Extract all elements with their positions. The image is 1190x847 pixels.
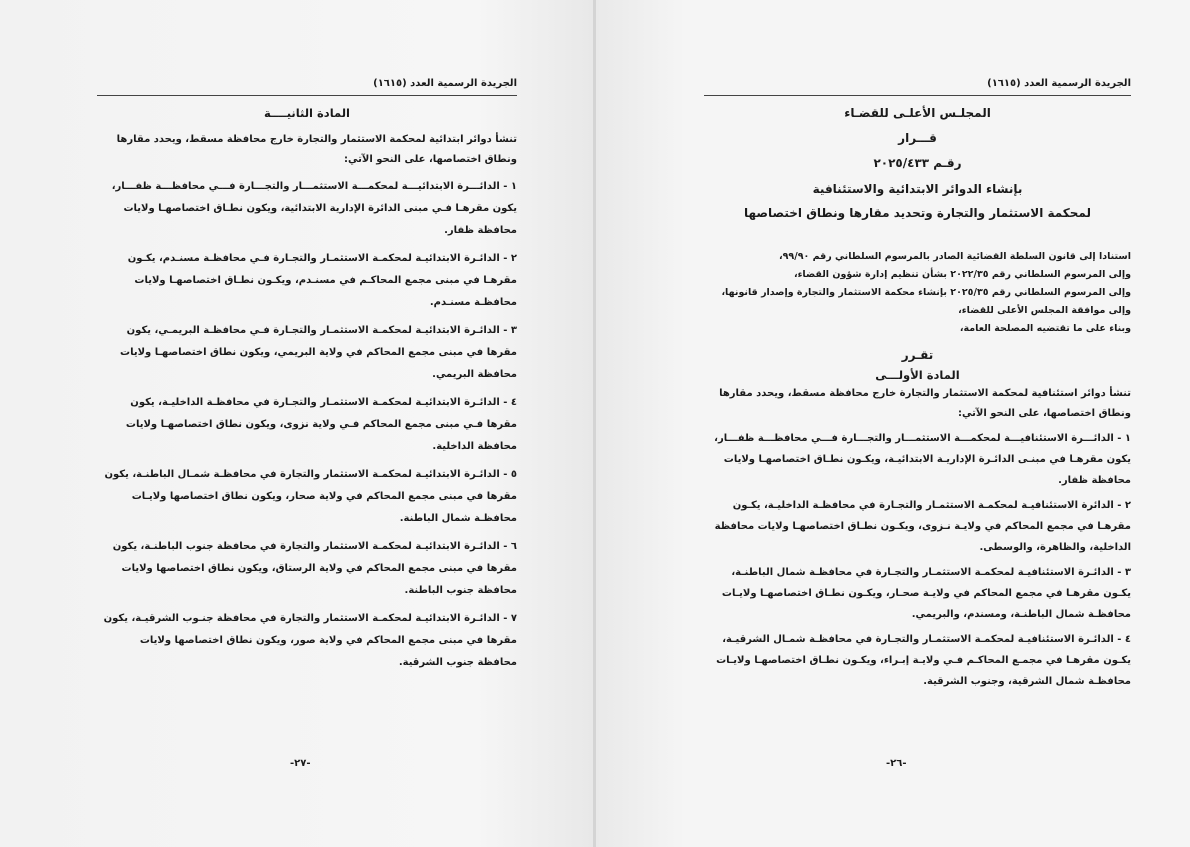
- article-two-intro: تنشأ دوائر ابتدائية لمحكمة الاستثمار والتجارة خارج محافظة مسقط، ويحدد مقارها ونطاق اختصاصها، على النحو الآتي:: [116, 134, 517, 165]
- list-item: ٣ - الدائـرة الابتدائيـة لمحكمـة الاستثمـار والتجـارة فـي محافظـة البريمـي، يكون مقرها في مبنى مجمع المحاكم في ولاية البريمي، ويكون نطاق اختصاصهـا ولايات محافظة البريمي.: [120, 325, 517, 380]
- article-one-title: المادة الأولـــى: [875, 368, 960, 382]
- decision-word: قـــرار: [898, 131, 937, 145]
- article-one-intro: تنشأ دوائر استئنافية لمحكمة الاستثمار والتجارة خارج محافظة مسقط، ويحدد مقارها ونطاق اختصاصها، على النحو الآتي:: [719, 388, 1131, 419]
- list-item: ٤ - الدائـرة الاستئنافيـة لمحكمـة الاستثمـار والتجـارة في محافظـة شمـال الشرقيـة، يكـون مقرهـا في مجمـع المحاكـم فـي ولايـة إبـراء، ويكـون نطـاق اختصاصهـا ولايـات محافظـة شمال الشرقية، وجنوب الشرقية.: [716, 634, 1131, 687]
- left-page-header: الجريدة الرسمية العدد (١٦١٥): [97, 78, 517, 96]
- preamble-line: وبناء على ما تقتضيه المصلحة العامة،: [959, 323, 1131, 334]
- right-page-header: الجريدة الرسمية العدد (١٦١٥): [704, 78, 1131, 96]
- preamble-line: وإلى المرسوم السلطاني رقم ٢٠٢٢/٣٥ بشأن تنظيم إدارة شؤون القضاء،: [793, 269, 1131, 280]
- left-page-number: -٢٧-: [290, 758, 311, 769]
- decision-number: رقـم ٢٠٢٥/٤٣٣: [873, 156, 962, 170]
- right-page: [596, 0, 1190, 847]
- decides-heading: تقـرر: [901, 348, 934, 362]
- list-item: ٢ - الدائـرة الابتدائيـة لمحكمـة الاستثمـار والتجـارة فـي محافظـة مسنـدم، يكـون مقرهـا في مبنى مجمع المحاكـم في مسنـدم، ويكـون نطـاق اختصاصهـا ولايات محافظـة مسنـدم.: [127, 253, 517, 308]
- preamble: [704, 248, 1131, 338]
- subject-line-1: بإنشاء الدوائر الابتدائية والاستئنافية: [812, 182, 1023, 196]
- list-item: ٤ - الدائـرة الابتدائيـة لمحكمـة الاستثمـار والتجـارة في محافظـة الداخليـة، يكون مقرها فـي مبنى مجمع المحاكم فـي ولاية نزوى، ويكون نطاق اختصاصهـا ولايات محافظة الداخلية.: [125, 397, 517, 452]
- list-item: ٥ - الدائـرة الابتدائيـة لمحكمـة الاستثمار والتجارة في محافظـة شمـال الباطنـة، يكون مقرها في مبنى مجمع المحاكم في ولاية صحار، ويكون نطاق اختصاصها ولايـات محافظـة شمال الباطنة.: [104, 469, 517, 524]
- authority-title: المجلـس الأعلـى للقضـاء: [844, 106, 991, 120]
- list-item: ٦ - الدائـرة الابتدائيـة لمحكمـة الاستثمار والتجارة في محافظة جنوب الباطنـة، يكون مقرها في مبنى مجمع المحاكم في ولاية الرستاق، ويكون نطاق اختصاصها ولايات محافظة جنوب الباطنة.: [112, 541, 517, 596]
- preamble-line: استنادا إلى قانون السلطة القضائية الصادر بالمرسوم السلطاني رقم ٩٩/٩٠،: [779, 251, 1131, 262]
- article-two-title: المادة الثانيــــة: [264, 106, 350, 120]
- subject-line-2: لمحكمة الاستثمار والتجارة وتحديد مقارها ونطاق اختصاصها: [744, 206, 1091, 220]
- right-page-content: [704, 78, 1131, 692]
- preamble-line: وإلى موافقة المجلس الأعلى للقضاء،: [958, 305, 1131, 316]
- left-page-content: [97, 78, 517, 674]
- preamble-line: وإلى المرسوم السلطاني رقم ٢٠٢٥/٣٥ بإنشاء محكمة الاستثمار والتجارة وإصدار قانونها،: [721, 287, 1131, 298]
- list-item: ٧ - الدائـرة الابتدائيـة لمحكمـة الاستثمار والتجارة في محافظة جنـوب الشرقيـة، يكون مقرها في مبنى مجمع المحاكم في ولاية صور، ويكون نطاق اختصاصها ولايات محافظة جنوب الشرقية.: [103, 613, 517, 668]
- list-item: ٣ - الدائـرة الاستئنافيـة لمحكمـة الاستثمـار والتجـارة في محافظـة شمال الباطنـة، يكـون مقرهـا في مجمع المحاكم في ولايـة صحـار، ويكـون نطـاق اختصاصهـا ولايـات محافظـة شمال الباطنـة، ومسندم، والبريمي.: [721, 567, 1131, 620]
- list-item: ١ - الدائـــرة الابتدائيـــة لمحكمـــة الاستثمـــار والتجـــارة فـــي محافظـــة ظفـــار، يكون مقرهـا فـي مبنى الدائرة الإدارية الابتدائية، ويكون نطـاق اختصاصهـا ولايات محافظة ظفار.: [111, 181, 517, 236]
- left-page: [0, 0, 594, 847]
- list-item: ٢ - الدائرة الاستئنافيـة لمحكمـة الاستثمـار والتجـارة في محافظـة الداخليـة، يكـون مقرهـا في مجمع المحاكم في ولايـة نـزوى، ويكـون نطـاق اختصاصهـا ولايات محافظة الداخلية، والظاهرة، والوسطى.: [714, 500, 1131, 553]
- list-item: ١ - الدائـــرة الاستئنافيـــة لمحكمـــة الاستثمـــار والتجـــارة فـــي محافظـــة ظفـــار، يكون مقرهـا في مبنـى الدائـرة الإداريـة الابتدائيـة، ويكـون نطـاق اختصاصهـا ولايات محافظة ظفار.: [714, 433, 1131, 486]
- right-page-number: -٢٦-: [886, 758, 907, 769]
